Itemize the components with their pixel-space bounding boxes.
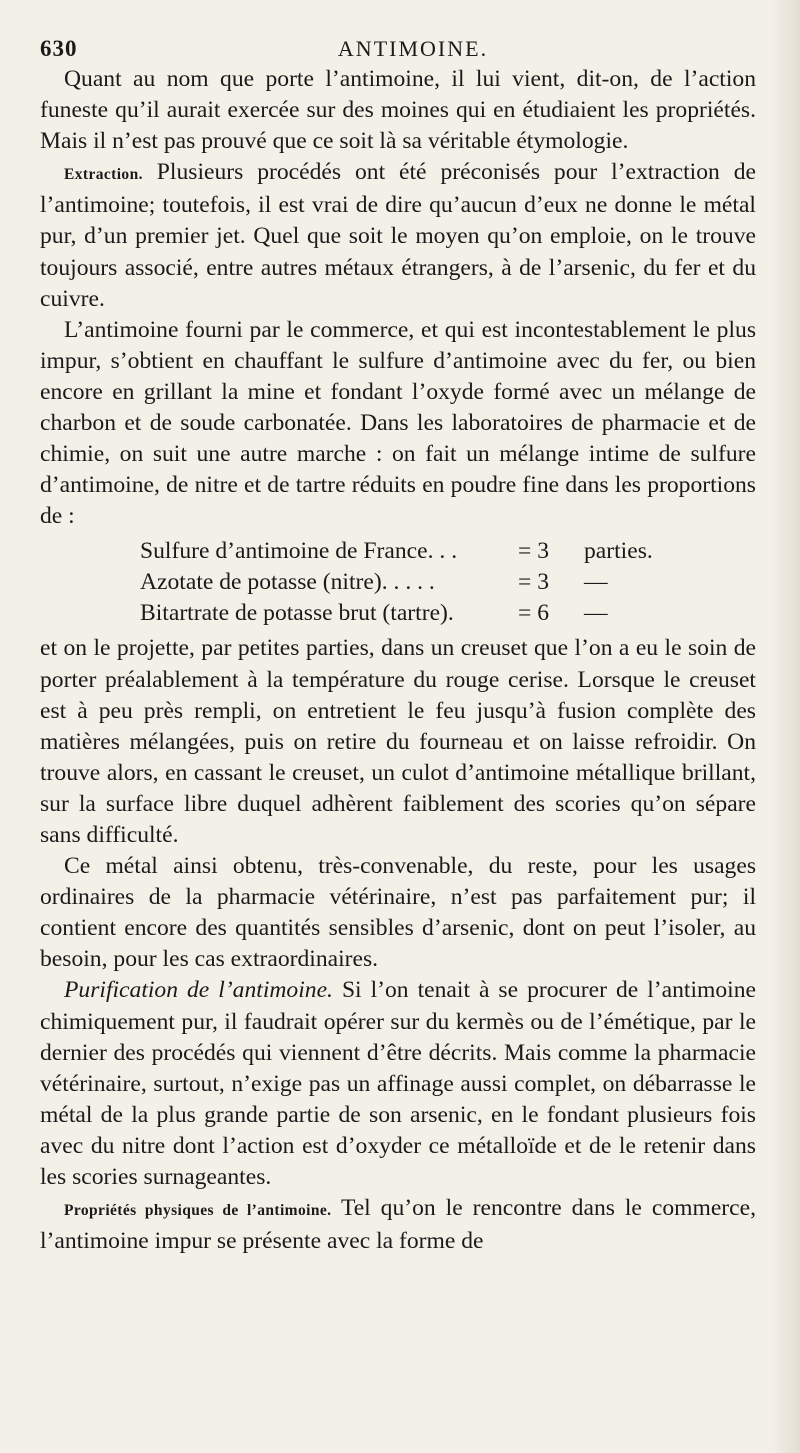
recipe-row (140, 598, 756, 629)
paragraph-extraction (40, 157, 756, 314)
paragraph-etymology: Quant au nom que porte l’antimoine, il lui vient, dit-on, de l’action funeste qu’il aurait exercée sur des moines qui en étudiaient les propriétés. Mais il n’est pas prouvé que ce soit là sa véritable étymologie. (40, 66, 756, 155)
paragraph-properties-text: Tel qu’on le rencontre dans le commerce, l’antimoine impur se présente avec la forme de (40, 1195, 757, 1255)
paragraph-purification-text: Si l’on tenait à se procurer de l’antimoine chimiquement pur, il faudrait opérer sur du kermès ou de l’émétique, par le dernier des procédés qui viennent d’être décrits. Mais comme la pharmacie vétérinaire, surtout, n’exige pas un affinage aussi complet, on débarrasse le métal de la plus grande partie de son arsenic, en le fondant plusieurs fois avec du nitre dont l’action est d’oxyder ce métalloïde et de le retenir dans les scories surnageantes. (40, 977, 756, 1190)
section-heading-extraction: Extraction. (64, 166, 143, 184)
paragraph-extraction-text: Plusieurs procédés ont été préconisés pour l’extraction de l’antimoine; toutefois, il est vrai de dire qu’aucun d’eux ne donne le métal pur, d’un premier jet. Quel que soit le moyen qu’on emploie, on le trouve toujours associé, entre autres métaux étrangers, à de l’arsenic, du fer et du cuivre. (40, 159, 757, 312)
recipe-unit: — (584, 600, 608, 627)
recipe-ingredient: Sulfure d’antimoine de France. . . (140, 538, 458, 565)
recipe-quantity: = 6 (518, 600, 550, 627)
paragraph-properties (40, 1193, 756, 1257)
recipe-ingredient: Bitartrate de potasse brut (tartre). (140, 600, 454, 627)
page-gutter-shadow (772, 0, 800, 1453)
paragraph-purity: Ce métal ainsi obtenu, très-convenable, du reste, pour les usages ordinaires de la pharmacie vétérinaire, n’est pas parfaitement pur; il contient encore des quantités sensibles d’arsenic, dont on peut l’isoler, au besoin, pour les cas extraordinaires. (40, 853, 756, 973)
paragraph-purification (40, 975, 756, 1193)
recipe-quantity: = 3 (518, 569, 550, 596)
section-heading-properties: Propriétés physiques de l’antimoine. (64, 1202, 332, 1220)
recipe-unit: — (584, 569, 608, 596)
recipe-table (140, 536, 756, 629)
paragraph-commerce: L’antimoine fourni par le commerce, et qui est incontestablement le plus impur, s’obtient en chauffant le sulfure d’antimoine avec du fer, ou bien encore en grillant la mine et fondant l’oxyde formé avec un mélange de charbon et de soude carbonatée. Dans les laboratoires de pharmacie et de chimie, on suit une autre marche : on fait un mélange intime de sulfure d’antimoine, de nitre et de tartre réduits en poudre fine dans les proportions de : (40, 316, 756, 530)
recipe-ingredient: Azotate de potasse (nitre). . . . . (140, 569, 435, 596)
page-header (40, 30, 756, 64)
recipe-row (140, 567, 756, 598)
paragraph-procedure: et on le projette, par petites parties, dans un creuset que l’on a eu le soin de porter préalablement à la température du rouge cerise. Lorsque le creuset est à peu près rempli, on entretient le feu jusqu’à fusion complète des matières mélangées, puis on retire du fourneau et on laisse refroidir. On trouve alors, en cassant le creuset, un culot d’antimoine métallique brillant, sur la surface libre duquel adhèrent faiblement des scories qu’on sépare sans difficulté. (40, 635, 756, 848)
recipe-unit: parties. (584, 538, 653, 565)
recipe-quantity: = 3 (518, 538, 550, 565)
running-head: ANTIMOINE. (337, 36, 489, 61)
recipe-row (140, 536, 756, 567)
page-number: 630 (40, 36, 78, 61)
section-heading-purification: Purification de l’antimoine. (64, 977, 333, 1004)
